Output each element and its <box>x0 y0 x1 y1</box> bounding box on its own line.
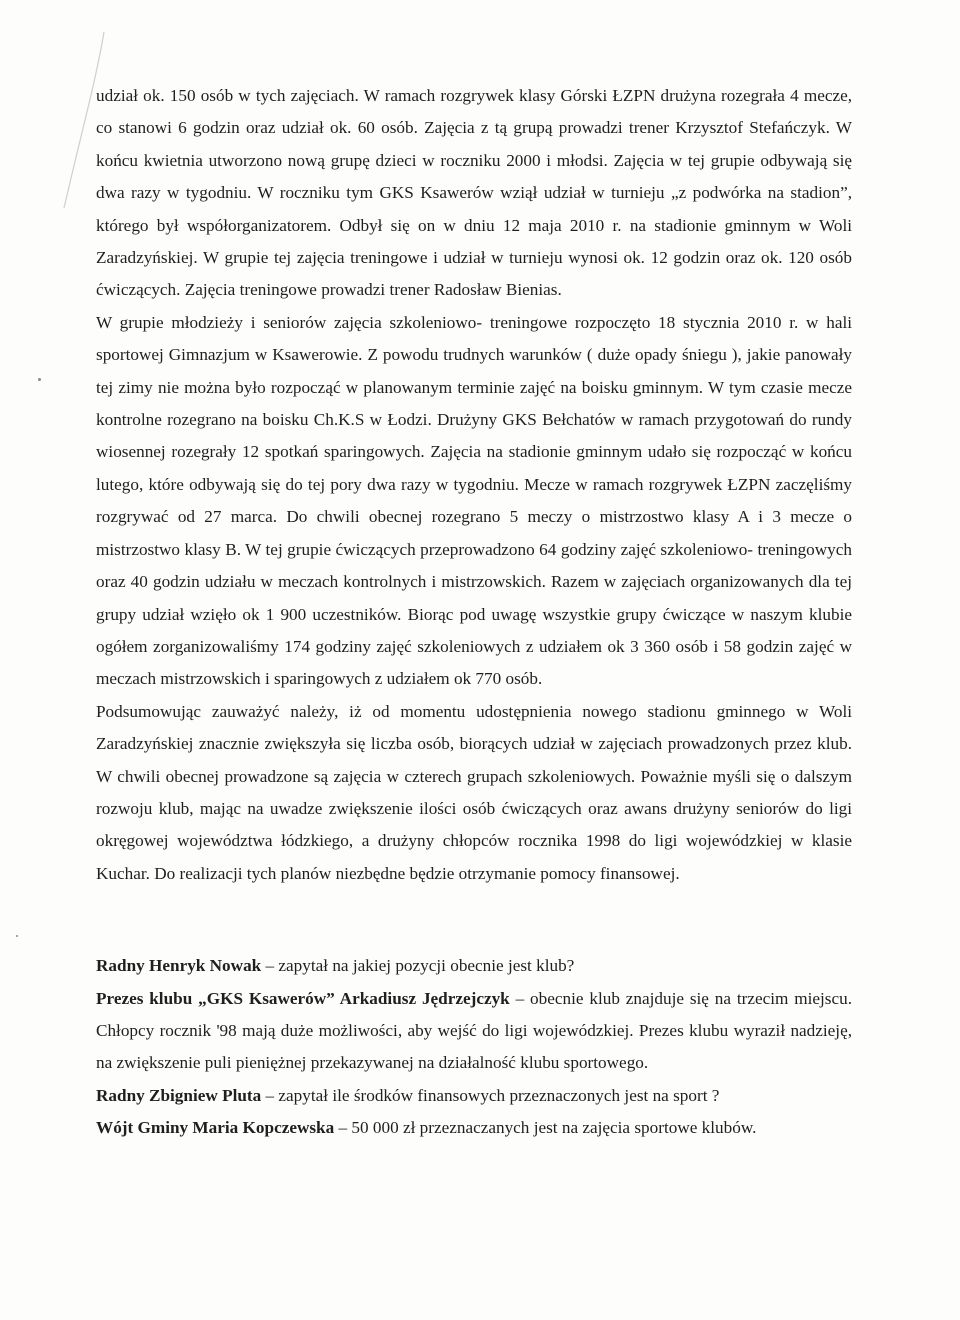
speaker-name: Wójt Gminy Maria Kopczewska <box>96 1118 335 1138</box>
section-gap <box>96 890 852 950</box>
dialogue-entry <box>96 983 852 1080</box>
dialogue-text: – obecnie klub znajduje się na trzecim miejscu. Chłopcy rocznik '98 mają duże możliwości, aby wejść do ligi wojewódzkiej. Prezes klubu wyraził nadzieję, na zwiększenie puli pieniężnej przekazywanej na działalność klubu sportowego. <box>96 988 852 1073</box>
document-page <box>96 80 852 1145</box>
paragraph: udział ok. 150 osób w tych zajęciach. W ramach rozgrywek klasy Górski ŁZPN drużyna rozegrała 4 mecze, co stanowi 6 godzin oraz udział ok. 60 osób. Zajęcia z tą grupą prowadzi trener Krzysztof Stefańczyk. W końcu kwietnia utworzono nową grupę dzieci w roczniku 2000 i młodsi. Zajęcia w tej grupie odbywają się dwa razy w tygodniu. W roczniku tym GKS Ksawerów wziął udział w turnieju „z podwórka na stadion”, którego był współorganizatorem. Odbył się on w dniu 12 maja 2010 r. na stadionie gminnym w Woli Zaradzyńskiej. W grupie tej zajęcia treningowe i udział w turnieju wynosi ok. 12 godzin oraz ok. 120 osób ćwiczących. Zajęcia treningowe prowadzi trener Radosław Bienias. <box>96 86 852 300</box>
dialogue-entry <box>96 1080 852 1112</box>
speaker-name: Radny Henryk Nowak <box>96 956 262 976</box>
scan-speck <box>38 378 41 381</box>
paragraph: Podsumowując zauważyć należy, iż od momentu udostępnienia nowego stadionu gminnego w Woli Zaradzyńskiej znacznie zwiększyła się liczba osób, biorących udział w zajęciach prowadzonych przez klub. W chwili obecnej prowadzone są zajęcia w czterech grupach szkoleniowych. Poważnie myśli się o dalszym rozwoju klub, mając na uwadze zwiększenie ilości osób ćwiczących oraz awans drużyny seniorów do ligi okręgowej województwa łódzkiego, a drużyny chłopców rocznika 1998 do ligi wojewódzkiej w klasie Kuchar. Do realizacji tych planów niezbędne będzie otrzymanie pomocy finansowej. <box>96 701 852 883</box>
dialogue-text: – zapytał na jakiej pozycji obecnie jest klub? <box>261 956 575 976</box>
dialogue-entry <box>96 1112 852 1144</box>
dialogue-text: – zapytał ile środków finansowych przeznaczonych jest na sport ? <box>261 1085 720 1105</box>
dialogue-text: – 50 000 zł przeznaczanych jest na zajęcia sportowe klubów. <box>334 1118 757 1138</box>
speaker-name: Radny Zbigniew Pluta <box>96 1085 262 1105</box>
scan-speck <box>16 935 18 937</box>
paragraph: W grupie młodzieży i seniorów zajęcia szkoleniowo- treningowe rozpoczęto 18 stycznia 2010 r. w hali sportowej Gimnazjum w Ksawerowie. Z powodu trudnych warunków ( duże opady śniegu ), jakie panowały tej zimy nie można było rozpocząć w planowanym terminie zajęć na boisku gminnym. W tym czasie mecze kontrolne rozegrano na boisku Ch.K.S w Łodzi. Drużyny GKS Bełchatów w ramach przygotowań do rundy wiosennej rozegrały 12 spotkań sparingowych. Zajęcia na stadionie gminnym udało się rozpocząć w końcu lutego, które odbywają się do tej pory dwa razy w tygodniu. Mecze w ramach rozgrywek ŁZPN zaczęliśmy rozgrywać od 27 marca. Do chwili obecnej rozegrano 5 meczy o mistrzostwo klasy A i 3 mecze o mistrzostwo klasy B. W tej grupie ćwiczących przeprowadzono 64 godziny zajęć szkoleniowo- treningowych oraz 40 godzin udziału w meczach kontrolnych i mistrzowskich. Razem w zajęciach organizowanych dla tej grupy udział wzięło ok 1 900 uczestników. Biorąc pod uwagę wszystkie grupy ćwiczące w naszym klubie ogółem zorganizowaliśmy 174 godziny zajęć szkoleniowych z udziałem ok 3 360 osób i 58 godzin zajęć w meczach mistrzowskich i sparingowych z udziałem ok 770 osób. <box>96 312 852 689</box>
speaker-name: Prezes klubu „GKS Ksawerów” Arkadiusz Jędrzejczyk <box>96 988 510 1008</box>
dialogue-entry <box>96 950 852 982</box>
